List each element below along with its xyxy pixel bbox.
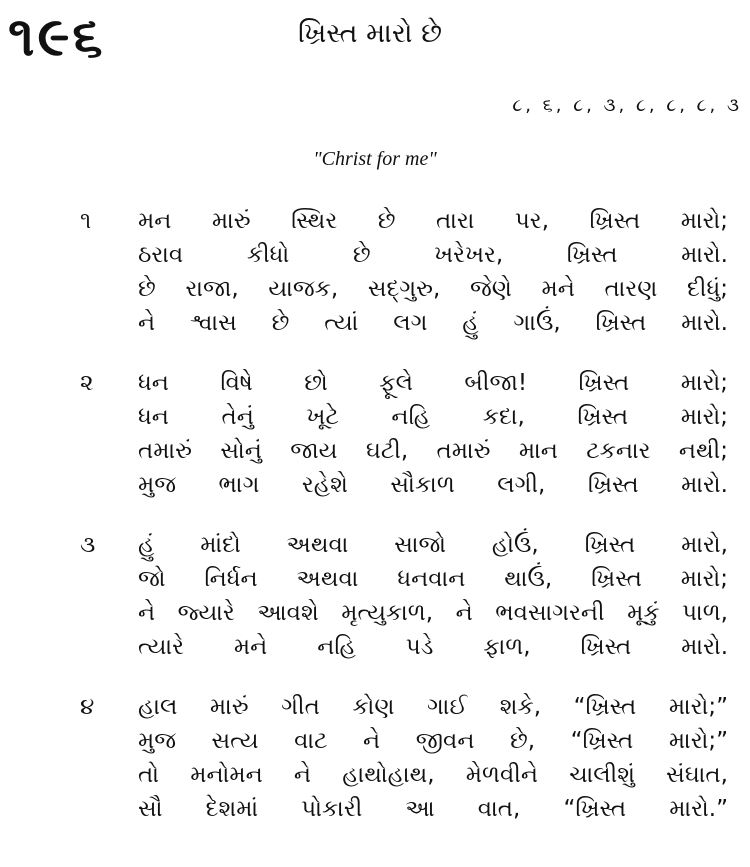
stanza-number: ૧	[80, 208, 92, 234]
stanza-3	[0, 528, 750, 664]
stanza-line: મુજ સત્ય વાટ ને જીવન છે, “ખ્રિસ્ત મારો;”	[138, 728, 728, 754]
stanza-line: મન મારું સ્થિર છે તારા પર, ખ્રિસ્ત મારો;	[138, 208, 728, 234]
stanza-number: ૩	[80, 532, 96, 558]
stanza-line: હું માંદો અથવા સાજો હોઉં, ખ્રિસ્ત મારો,	[138, 532, 728, 558]
hymn-title: ખ્રિસ્ત મારો છે	[298, 18, 442, 49]
stanza-line: ધન તેનું ખૂટે નહિ કદા, ખ્રિસ્ત મારો;	[138, 404, 728, 430]
stanza-line: ને શ્વાસ છે ત્યાં લગ હું ગાઉં, ખ્રિસ્ત મારો.	[138, 310, 728, 336]
stanza-line: છે રાજા, યાજક, સદ્‌ગુરુ, જેણે મને તારણ દીધું;	[138, 276, 728, 302]
stanza-line: ધન વિષે છો ફૂલે બીજા! ખ્રિસ્ત મારો;	[138, 370, 728, 396]
stanza-number: ૪	[80, 694, 95, 720]
stanza-line: તમારું સોનું જાય ઘટી, તમારું માન ટકનાર નથી;	[138, 438, 728, 464]
stanza-list	[0, 204, 750, 852]
hymn-subtitle: "Christ for me"	[313, 148, 437, 170]
stanza-number: ૨	[80, 370, 94, 396]
stanza-line: ઠરાવ કીધો છે ખરેખર, ખ્રિસ્ત મારો.	[138, 242, 728, 268]
stanza-line: ને જ્યારે આવશે મૃત્યુકાળ, ને ભવસાગરની મૂકું પાળ,	[138, 600, 728, 626]
hymn-number: ૧૯૬	[8, 4, 106, 68]
stanza-line: જો નિર્ધન અથવા ધનવાન થાઉં, ખ્રિસ્ત મારો;	[138, 566, 728, 592]
stanza-line: સૌ દેશમાં પોકારી આ વાત, “ખ્રિસ્ત મારો.”	[138, 796, 728, 822]
stanza-4	[0, 690, 750, 826]
stanza-line: ત્યારે મને નહિ પડે ફાળ, ખ્રિસ્ત મારો.	[138, 634, 728, 660]
stanza-line: હાલ મારું ગીત કોણ ગાઈ શકે, “ખ્રિસ્ત મારો;”	[138, 694, 728, 720]
stanza-line: મુજ ભાગ રહેશે સૌકાળ લગી, ખ્રિસ્ત મારો.	[138, 472, 728, 498]
stanza-2	[0, 366, 750, 502]
hymn-meter: ૮, ૬, ૮, ૩, ૮, ૮, ૮, ૩	[512, 95, 742, 116]
stanza-1	[0, 204, 750, 340]
stanza-line: તો મનોમન ને હાથોહાથ, મેળવીને ચાલીશું સંઘાત,	[138, 762, 728, 788]
